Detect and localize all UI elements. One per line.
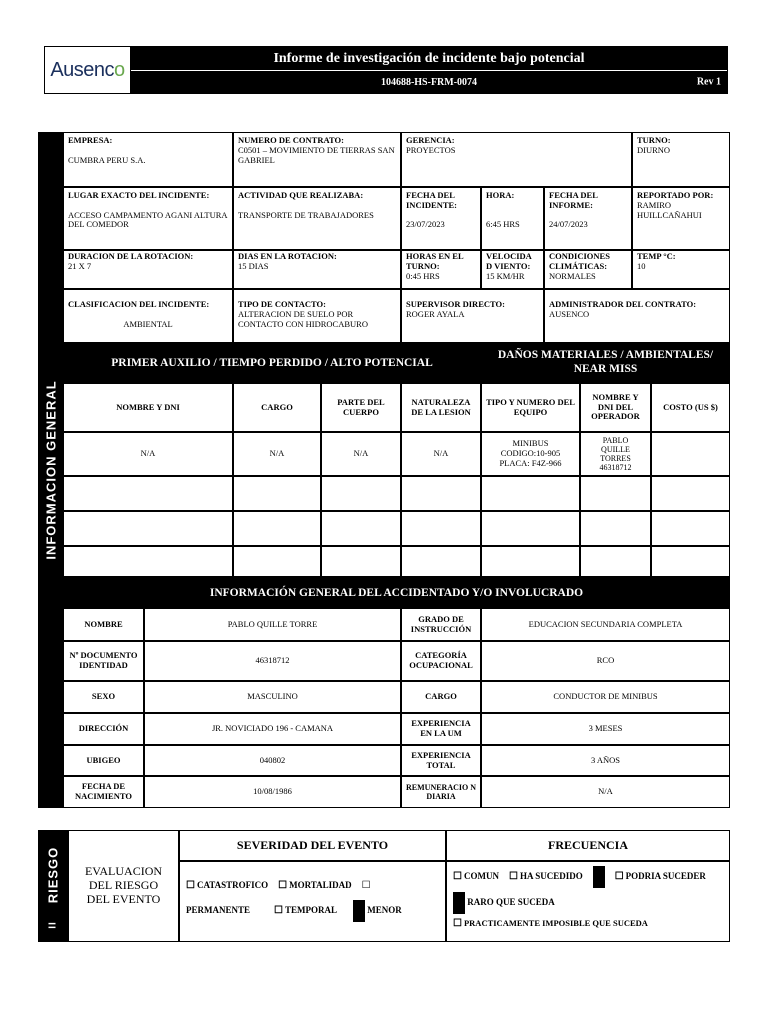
sev-permanente-checkbox[interactable]: ☐ (361, 880, 371, 891)
field-actividad: ACTIVIDAD QUE REALIZABA: TRANSPORTE DE TRABAJADORES (233, 187, 401, 250)
value-remuneracion: N/A (481, 776, 730, 808)
value-fecha-nacimiento: 10/08/1986 (144, 776, 401, 808)
label-documento: Nº DOCUMENTO IDENTIDAD (63, 641, 144, 681)
label-nombre: NOMBRE (63, 608, 144, 641)
col-parte-cuerpo: PARTE DEL CUERPO (321, 383, 401, 432)
checked-marker (353, 900, 365, 922)
document-code: 104688-HS-FRM-0074 (380, 76, 478, 88)
frecuencia-title: FRECUENCIA (446, 830, 730, 861)
field-clasificacion: CLASIFICACION DEL INCIDENTE: AMBIENTAL (63, 289, 233, 343)
value-direccion: JR. NOVICIADO 196 - CAMANA (144, 713, 401, 745)
field-fecha-informe: FECHA DEL INFORME: 24/07/2023 (544, 187, 632, 250)
document-revision: Rev 1 (696, 76, 721, 88)
value-experiencia-um: 3 MESES (481, 713, 730, 745)
label-experiencia-um: EXPERIENCIA EN LA UM (401, 713, 481, 745)
value-nombre: PABLO QUILLE TORRE (144, 608, 401, 641)
field-fecha-incidente: FECHA DEL INCIDENTE: 23/07/2023 (401, 187, 481, 250)
frecuencia-options (446, 861, 730, 942)
field-turno: TURNO: DIURNO (632, 132, 730, 187)
field-contrato: NUMERO DE CONTRATO: C0501 – MOVIMIENTO DE TIERRAS SAN GABRIEL (233, 132, 401, 187)
col-tipo-equipo: TIPO Y NUMERO DEL EQUIPO (481, 383, 580, 432)
label-fecha-nacimiento: FECHA DE NACIMIENTO (63, 776, 144, 808)
side-label-general: INFORMACION GENERAL (38, 132, 63, 808)
label-ubigeo: UBIGEO (63, 745, 144, 776)
frec-podria-suceder[interactable]: ☐ PODRIA SUCEDER (614, 871, 706, 883)
label-sexo: SEXO (63, 681, 144, 713)
field-reportado: REPORTADO POR: RAMIRO HUILLCAÑAHUI (632, 187, 730, 250)
table-cell: N/A (233, 432, 321, 476)
field-velocidad: VELOCIDA D VIENTO: 15 KM/HR (481, 250, 544, 289)
field-administrador: ADMINISTRADOR DEL CONTRATO: AUSENCO (544, 289, 730, 343)
field-temp: TEMP °C: 10 (632, 250, 730, 289)
field-horas-turno: HORAS EN EL TURNO: 0:45 HRS (401, 250, 481, 289)
col-cargo: CARGO (233, 383, 321, 432)
sev-catastrofico[interactable]: ☐ CATASTROFICO (186, 880, 269, 891)
frec-practicamente[interactable]: ☐ PRACTICAMENTE IMPOSIBLE QUE SUCEDA (453, 918, 648, 929)
value-sexo: MASCULINO (144, 681, 401, 713)
document-header (44, 46, 728, 94)
checked-marker (453, 892, 465, 914)
checked-marker (593, 866, 605, 888)
label-grado: GRADO DE INSTRUCCIÓN (401, 608, 481, 641)
value-ubigeo: 040802 (144, 745, 401, 776)
severidad-options (179, 861, 446, 942)
value-categoria: RCO (481, 641, 730, 681)
field-lugar: LUGAR EXACTO DEL INCIDENTE: ACCESO CAMPAMENTO AGANI ALTURA DEL COMEDOR (63, 187, 233, 250)
value-experiencia-total: 3 AÑOS (481, 745, 730, 776)
label-remuneracion: REMUNERACIO N DIARIA (401, 776, 481, 808)
label-categoria: CATEGORÍA OCUPACIONAL (401, 641, 481, 681)
label-direccion: DIRECCIÓN (63, 713, 144, 745)
field-hora: HORA: 6:45 HRS (481, 187, 544, 250)
table-cell: N/A (321, 432, 401, 476)
label-experiencia-total: EXPERIENCIA TOTAL (401, 745, 481, 776)
label-cargo: CARGO (401, 681, 481, 713)
col-costo: COSTO (US $) (651, 383, 730, 432)
col-naturaleza: NATURALEZA DE LA LESION (401, 383, 481, 432)
section-primer-auxilio-title: PRIMER AUXILIO / TIEMPO PERDIDO / ALTO POTENCIAL (63, 343, 481, 383)
field-supervisor: SUPERVISOR DIRECTO: ROGER AYALA (401, 289, 544, 343)
document-title: Informe de investigación de incidente bajo potencial (131, 47, 727, 71)
frec-ha-sucedido[interactable]: ☐ HA SUCEDIDO (508, 871, 583, 883)
col-nombre-dni: NOMBRE Y DNI (63, 383, 233, 432)
table-cell: N/A (401, 432, 481, 476)
sev-permanente: PERMANENTE (186, 905, 251, 916)
table-cell: MINIBUS CODIGO:10-905 PLACA: F4Z-966 (481, 432, 580, 476)
section-danos-title: DAÑOS MATERIALES / AMBIENTALES/ NEAR MISS (481, 343, 730, 383)
company-logo: Ausenc o (45, 47, 131, 93)
section-accidentado-title: INFORMACIÓN GENERAL DEL ACCIDENTADO Y/O INVOLUCRADO (63, 577, 730, 608)
value-grado: EDUCACION SECUNDARIA COMPLETA (481, 608, 730, 641)
sev-temporal[interactable]: ☐ TEMPORAL (274, 904, 337, 916)
table-cell: N/A (63, 432, 233, 476)
table-cell (651, 432, 730, 476)
field-dias: DIAS EN LA ROTACION: 15 DIAS (233, 250, 401, 289)
sev-mortalidad[interactable]: ☐ MORTALIDAD (278, 880, 352, 891)
field-gerencia: GERENCIA: PROYECTOS (401, 132, 632, 187)
sev-menor[interactable]: MENOR (353, 900, 402, 922)
field-empresa: EMPRESA: CUMBRA PERU S.A. (63, 132, 233, 187)
severidad-title: SEVERIDAD DEL EVENTO (179, 830, 446, 861)
table-cell: PABLO QUILLE TORRES 46318712 (580, 432, 651, 476)
risk-evaluation-label: EVALUACION DEL RIESGO DEL EVENTO (68, 830, 179, 942)
frec-comun[interactable]: ☐ COMUN (453, 871, 499, 883)
field-condiciones: CONDICIONES CLIMÁTICAS: NORMALES (544, 250, 632, 289)
field-tipo-contacto: TIPO DE CONTACTO: ALTERACION DE SUELO POR CONTACTO CON HIDROCABURO (233, 289, 401, 343)
value-cargo: CONDUCTOR DE MINIBUS (481, 681, 730, 713)
field-duracion: DURACION DE LA ROTACION: 21 X 7 (63, 250, 233, 289)
side-label-riesgo: RIESGO II (38, 830, 68, 942)
col-operador: NOMBRE Y DNI DEL OPERADOR (580, 383, 651, 432)
value-documento: 46318712 (144, 641, 401, 681)
frec-raro[interactable]: RARO QUE SUCEDA (453, 892, 555, 914)
